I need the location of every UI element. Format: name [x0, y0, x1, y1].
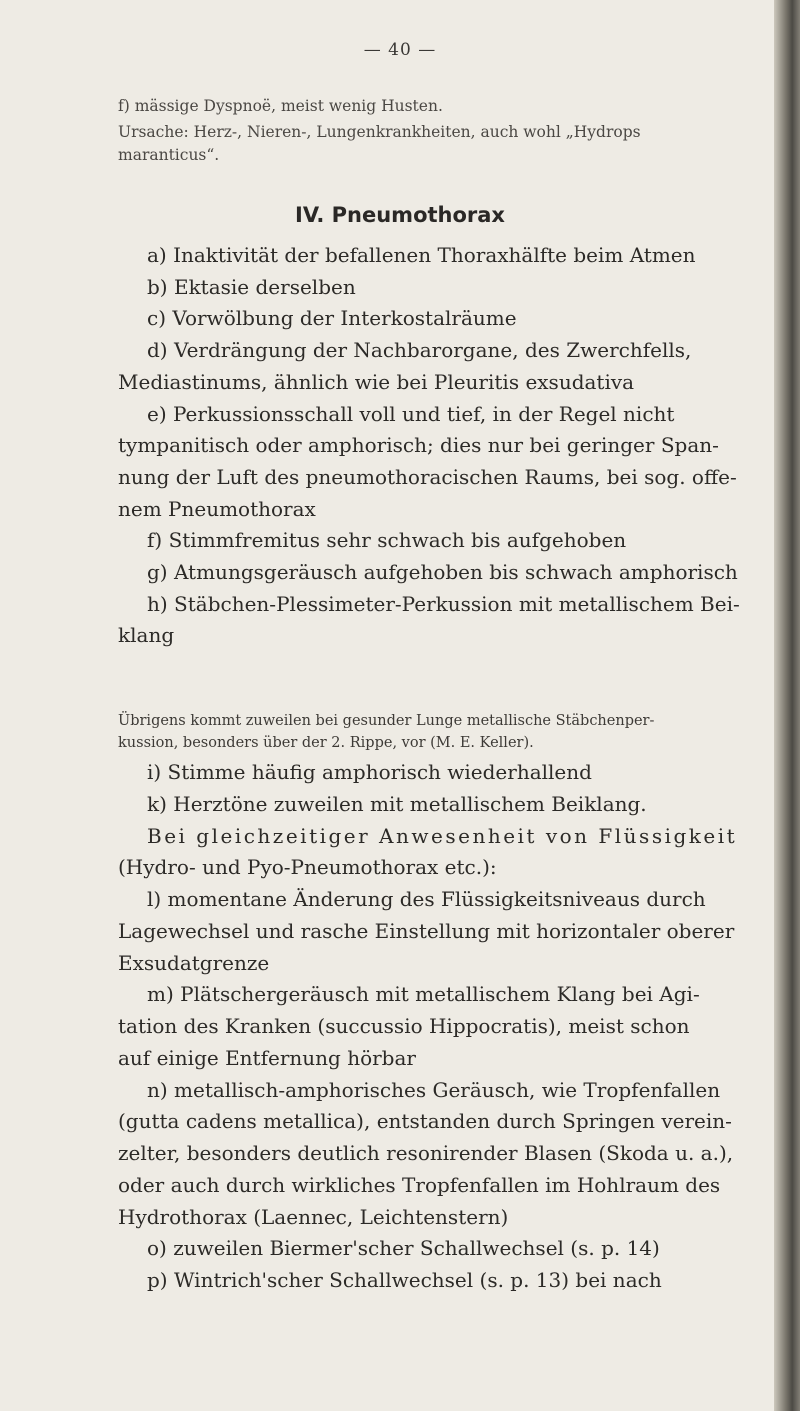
text-line: f) mässige Dyspnoë, meist wenig Husten. — [118, 97, 443, 115]
footnote-line: Übrigens kommt zuweilen bei gesunder Lunge metallische Stäbchenper- — [118, 713, 655, 729]
text-line: Lagewechsel und rasche Einstellung mit horizontaler oberer — [118, 918, 735, 943]
text-line: d) Verdrängung der Nachbarorgane, des Zwerchfells, — [147, 338, 692, 363]
text-line: Ursache: Herz-, Nieren-, Lungenkrankheiten, auch wohl „Hydrops — [118, 123, 641, 141]
text-line: Exsudatgrenze — [118, 950, 270, 975]
section-heading: IV. Pneumothorax — [295, 203, 505, 227]
text-line: nung der Luft des pneumothoracischen Raums, bei sog. offe- — [118, 464, 737, 489]
text-line: zelter, besonders deutlich resonirender Blasen (Skoda u. a.), — [118, 1141, 734, 1165]
text-line: p) Wintrich'scher Schallwechsel (s. p. 13) bei nach — [147, 1268, 662, 1292]
text-line: l) momentane Änderung des Flüssigkeitsniveaus durch — [147, 887, 706, 911]
text-line: m) Plätschergeräusch mit metallischem Klang bei Agi- — [147, 982, 700, 1007]
text-line: oder auch durch wirkliches Tropfenfallen im Hohlraum des — [118, 1172, 721, 1197]
footnote-line: kussion, besonders über der 2. Rippe, vor (M. E. Keller). — [118, 735, 534, 751]
text-line: tympanitisch oder amphorisch; dies nur bei geringer Span- — [118, 433, 719, 458]
text-line: o) zuweilen Biermer'scher Schallwechsel (s. p. 14) — [147, 1236, 660, 1261]
text-line: k) Herztöne zuweilen mit metallischem Beiklang. — [147, 791, 647, 816]
text-line: Hydrothorax (Laennec, Leichtenstern) — [118, 1204, 509, 1229]
text-line: b) Ektasie derselben — [147, 274, 356, 299]
text-line: klang — [118, 623, 175, 648]
text-line: a) Inaktivität der befallenen Thoraxhälfte beim Atmen — [147, 243, 696, 267]
text-line: tation des Kranken (succussio Hippocratis), meist schon — [118, 1014, 690, 1038]
text-line: h) Stäbchen-Plessimeter-Perkussion mit metallischem Bei- — [147, 591, 740, 616]
text-line: maranticus“. — [118, 146, 220, 164]
text-line: Bei gleichzeitiger Anwesenheit von Flüssigkeit — [147, 823, 738, 848]
text-line: n) metallisch-amphorisches Geräusch, wie Tropfenfallen — [147, 1077, 721, 1102]
text-line: c) Vorwölbung der Interkostalräume — [147, 306, 517, 331]
text-line: nem Pneumothorax — [118, 496, 316, 521]
text-line: i) Stimme häufig amphorisch wiederhallend — [147, 760, 592, 784]
text-line: g) Atmungsgeräusch aufgehoben bis schwach amphorisch — [147, 560, 738, 584]
text-line: auf einige Entfernung hörbar — [118, 1045, 416, 1070]
text-line: (gutta cadens metallica), entstanden durch Springen verein- — [118, 1109, 732, 1134]
text-line: e) Perkussionsschall voll und tief, in der Regel nicht — [147, 401, 675, 426]
text-line: f) Stimmfremitus sehr schwach bis aufgehoben — [147, 528, 627, 553]
text-line: Mediastinums, ähnlich wie bei Pleuritis exsudativa — [118, 369, 635, 394]
text-line: (Hydro- und Pyo-Pneumothorax etc.): — [118, 855, 497, 880]
page-number: — 40 — — [363, 40, 437, 60]
